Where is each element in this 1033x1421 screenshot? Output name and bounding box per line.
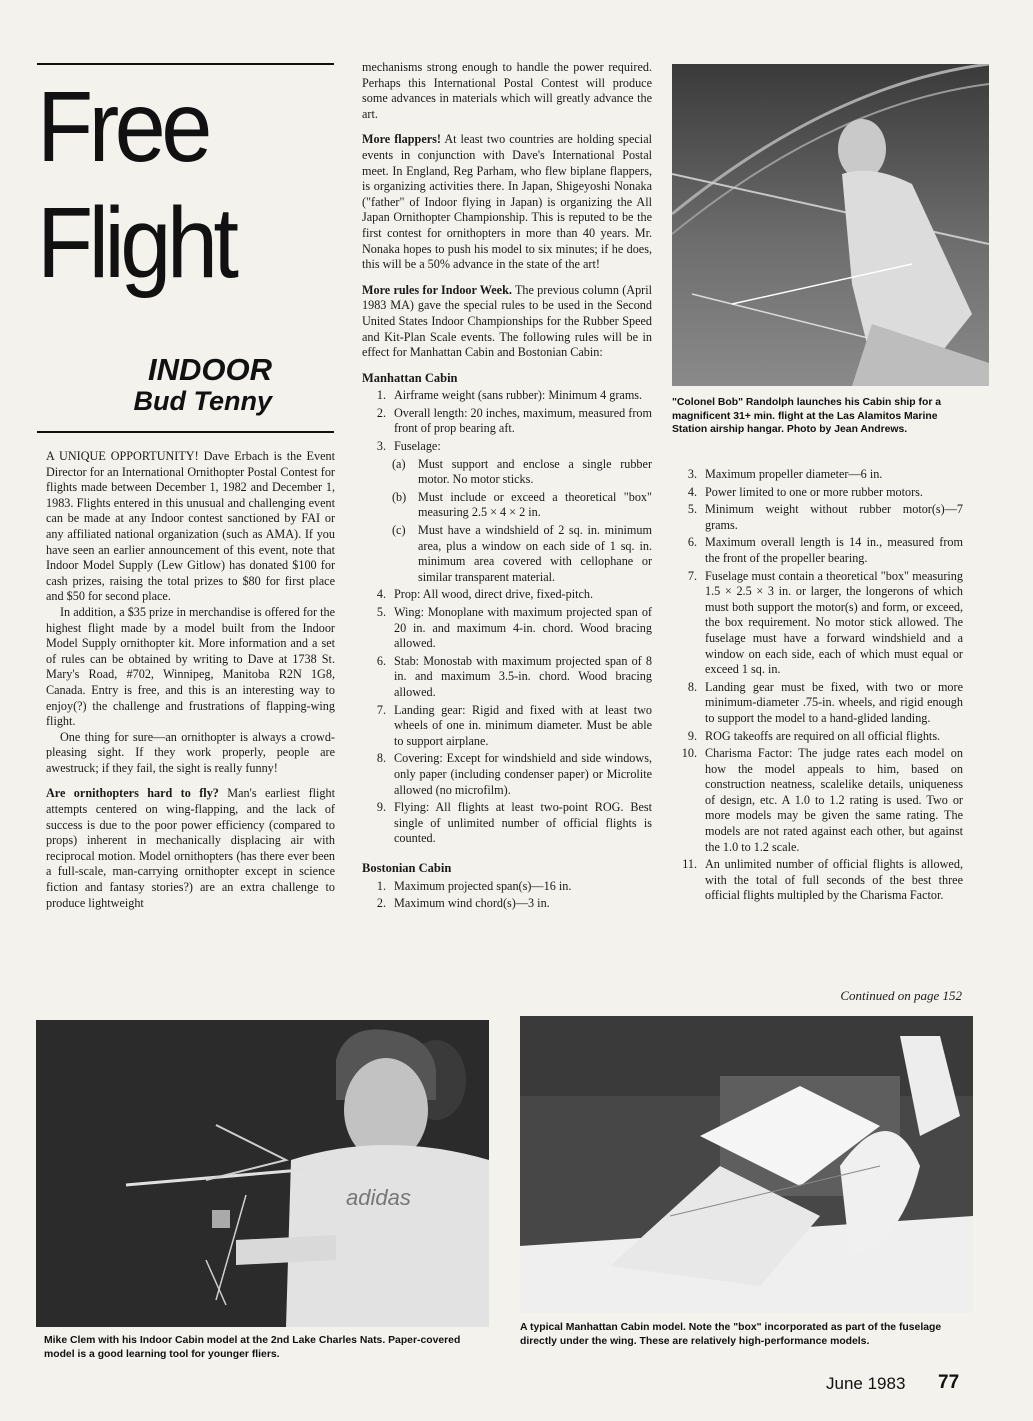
hangar-launch-image: [672, 64, 989, 386]
column-3: [673, 467, 963, 906]
photo-manhattan-cabin: [520, 1016, 973, 1313]
paragraph-hard-to-fly: [46, 786, 335, 911]
lead-more-flappers: More flappers!: [362, 132, 441, 147]
masthead-top-rule: [37, 63, 334, 65]
bostonian-rules-continued: [673, 467, 963, 904]
title-line-2: Flight: [37, 187, 235, 299]
list-item: 4. Prop: All wood, direct drive, fixed-pitch.: [376, 587, 594, 602]
list-item: (b) Must include or exceed a theoretical "box" measuring 2.5 × 4 × 2 in.: [392, 489, 652, 520]
paragraph-mechanisms: mechanisms strong enough to handle the power required. Perhaps this International Postal Contest will produce some advances in materials which will greatly advance the art.: [362, 60, 652, 121]
paragraph-rules-indoor-week: [362, 283, 652, 361]
photo-mike-clem: [36, 1020, 489, 1327]
list-item: (c) Must have a windshield of 2 sq. in. minimum area, plus a window on each side of 1 sq. in. minimum area covered with cellophane or similar transparent material.: [392, 523, 652, 584]
list-item: 3. Maximum propeller diameter—6 in.: [687, 467, 883, 481]
list-item: 7. Landing gear: Rigid and fixed with at least two wheels of one in. minimum diameter. Must be able to support airplane.: [376, 702, 652, 748]
paragraph-prize: In addition, a $35 prize in merchandise is offered for the highest flight made by a model built from the Indoor Model Supply ornithopter kit. More information and a set of rules can be obtained by writing to Dave at 1738 St. Mary's Road, #702, Winnipeg, Manitoba R2N 1G8, Canada. Entry is free, and this is an interesting way to enjoy(?) the challenge and frustrations of flapping-wing flight.: [46, 604, 335, 729]
photo-colonel-bob: [672, 64, 989, 386]
list-item: 7. Fuselage must contain a theoretical "box" measuring 1.5 × 2.5 × 3 in. or larger, the longerons of which must both support the motor(s) and form, or exceed, the box requirement. No motor stick allowed. The fuselage must have a forward windshield and a window on each side, each of which must equal or exceed 1 sq. in.: [687, 568, 963, 677]
lead-rules-indoor-week: More rules for Indoor Week.: [362, 282, 512, 297]
lead-hard-to-fly: Are ornithopters hard to fly?: [46, 786, 219, 801]
list-item: 11. An unlimited number of official flights is allowed, with the total of full seconds of the best three official flights multipled by the Charisma Factor.: [682, 857, 963, 903]
list-item: 3. Fuselage:: [376, 439, 441, 454]
body-more-flappers: At least two countries are holding special events in conjunction with Dave's International Postal meet. In England, Reg Parham, who flew biplane flappers, is organizing activities there. In Japan, Shigeyoshi Nonaka ("father" of Indoor flying in Japan) is organizing the All Japan Ornithopter Championship. This is reputed to be the first contest for ornithopters in more than 40 years. Mr. Nonaka hopes to push his model to six minutes; if he does, this will be a 50% advance in the state of the art!: [362, 132, 652, 272]
list-item: 9. Flying: All flights at least two-point ROG. Best single of unlimited number of official flights is counted.: [376, 800, 652, 846]
body-rules-indoor-week: The previous column (April 1983 MA) gave the special rules to be used in the Second United States Indoor Championships for the Rubber Speed and Kit-Plan Scale events. The following rules will be in effect for Manhattan Cabin and Bostonian Cabin:: [362, 282, 652, 360]
body-hard-to-fly: Man's earliest flight attempts centered on wing-flapping, and the lack of success is due to the poor power efficiency (compared to props) inherent in mechanically displacing air with reciprocal motion. Model ornithopters (has there ever been a full-scale, man-carrying ornithopter except in science fiction and fantasy stories?) are an extra challenge to produce lightweight: [46, 786, 335, 910]
paragraph-crowd-pleasing: One thing for sure—an ornithopter is always a crowd-pleasing sight. If they work properly, people are awestruck; if they fail, the sight is really funny!: [46, 729, 335, 775]
bostonian-cabin-heading: Bostonian Cabin: [362, 860, 452, 875]
caption-manhattan-cabin: A typical Manhattan Cabin model. Note the "box" incorporated as part of the fuselage directly under the wing. These are relatively high-performance models.: [520, 1322, 942, 1347]
list-item: (a) Must support and enclose a single rubber motor. No motor sticks.: [392, 456, 652, 487]
list-item: 1. Airframe weight (sans rubber): Minimum 4 grams.: [376, 388, 643, 403]
list-item: 9. ROG takeoffs are required on all official flights.: [687, 728, 941, 743]
bostonian-rules-list: [362, 879, 652, 912]
list-item: 5. Minimum weight without rubber motor(s)—7 grams.: [687, 502, 963, 532]
caption-colonel-bob: "Colonel Bob" Randolph launches his Cabin ship for a magnificent 31+ min. flight at the Las Alamitos Marine Station airship hangar. Photo by Jean Andrews.: [672, 397, 942, 435]
list-item: 6. Maximum overall length is 14 in., measured from the front of the propeller bearing.: [687, 535, 963, 565]
list-item: 2. Overall length: 20 inches, maximum, measured from front of prop bearing aft.: [376, 405, 652, 436]
column-2: [362, 60, 652, 914]
paragraph-opportunity: A UNIQUE OPPORTUNITY! Dave Erbach is the Event Director for an International Ornithopter Postal Contest for flights made between December 1, 1982 and December 1, 1983. Flights entered in this unusual and challenging event can be made at any Indoor contest sanctioned by FAI or any affiliated national organization (such as AMA). If you have seen an earlier announcement of this event, note that Indoor Model Supply (Lew Gitlow) has donated $100 for cash prizes, raising the total prizes to $80 for first place and $50 for second place.: [46, 449, 335, 604]
list-item: 1. Maximum projected span(s)—16 in.: [376, 878, 572, 893]
issue-date: June 1983: [826, 1374, 906, 1393]
author-byline: Bud Tenny: [133, 386, 272, 416]
list-item: 2. Maximum wind chord(s)—3 in.: [376, 896, 550, 911]
shirt-logo-text: adidas: [346, 1185, 411, 1210]
column-1: [46, 449, 335, 919]
paragraph-more-flappers: [362, 132, 652, 272]
list-item: 5. Wing: Monoplane with maximum projected span of 20 in. and maximum 4-in. chord. Wood bracing allowed.: [376, 605, 652, 651]
masthead-bottom-rule: [37, 431, 334, 433]
list-item: 4. Power limited to one or more rubber motors.: [687, 484, 923, 499]
list-item: 8. Landing gear must be fixed, with two or more minimum-diameter .75-in. wheels, and rigid enough to support the model to a hand-glided landing.: [687, 679, 963, 725]
manhattan-rules-list: [362, 388, 652, 847]
title-line-1: Free: [37, 71, 208, 183]
page-number: 77: [938, 1372, 960, 1393]
boy-with-model-image: [36, 1020, 489, 1327]
list-item: 8. Covering: Except for windshield and side windows, only paper (including condenser paper) or Microlite allowed (no microfilm).: [376, 751, 652, 797]
continued-note: Continued on page 152: [840, 988, 962, 1003]
section-label: INDOOR: [148, 352, 272, 387]
caption-mike-clem: Mike Clem with his Indoor Cabin model at the 2nd Lake Charles Nats. Paper-covered model is a good learning tool for younger fliers.: [44, 1335, 461, 1360]
list-item: 10. Charisma Factor: The judge rates each model on how the model appeals to him, based on construction neatness, scalelike details, uniqueness of design, etc. A 1.0 to 1.2 rating is used. Two or more models may be given the same rating. The models are not rated against each other, but against the 1.0 to 1.2 scale.: [681, 746, 963, 854]
manhattan-cabin-model-image: [520, 1016, 973, 1313]
list-item: 6. Stab: Monostab with maximum projected span of 8 in. and maximum 3.5-in. chord. Wood bracing allowed.: [376, 653, 652, 699]
manhattan-cabin-heading: Manhattan Cabin: [362, 370, 458, 385]
